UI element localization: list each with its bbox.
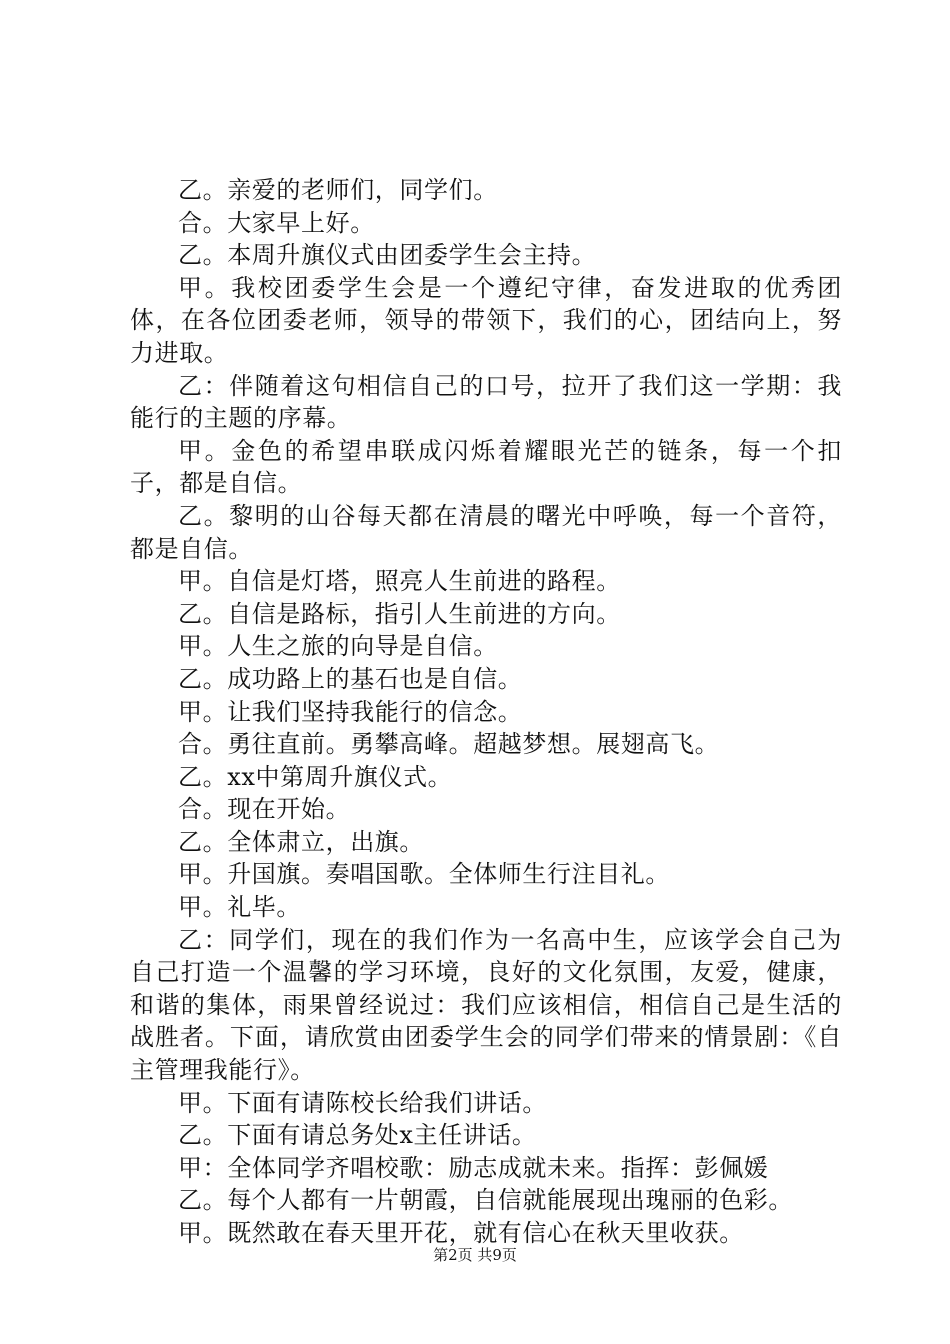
paragraph: 甲。升国旗。奏唱国歌。全体师生行注目礼。 bbox=[178, 860, 670, 889]
paragraph: 乙：同学们，现在的我们作为一名高中生，应该学会自己为自己打造一个温馨的学习环境，良好的文化氛围，友爱，健康，和谐的集体，雨果曾经说过：我们应该相信，相信自己是生活的战胜者。下面，请欣赏由团委学生会的同学们带来的情景剧：《自主管理我能行》。 bbox=[130, 925, 842, 1085]
paragraph: 甲。自信是灯塔，照亮人生前进的路程。 bbox=[178, 567, 621, 596]
paragraph: 甲：全体同学齐唱校歌：励志成就未来。指挥：彭佩媛 bbox=[178, 1153, 769, 1182]
paragraph: 合。现在开始。 bbox=[178, 795, 351, 824]
paragraph: 乙。成功路上的基石也是自信。 bbox=[178, 664, 523, 693]
paragraph: 甲。金色的希望串联成闪烁着耀眼光芒的链条，每一个扣子，都是自信。 bbox=[130, 436, 842, 498]
paragraph: 乙。本周升旗仪式由团委学生会主持。 bbox=[178, 241, 597, 270]
paragraph: 甲。下面有请陈校长给我们讲话。 bbox=[178, 1088, 547, 1117]
paragraph: 乙。每个人都有一片朝霞，自信就能展现出瑰丽的色彩。 bbox=[178, 1186, 793, 1215]
paragraph: 乙。全体肃立，出旗。 bbox=[178, 827, 424, 856]
paragraph: 乙。下面有请总务处x主任讲话。 bbox=[178, 1121, 537, 1150]
paragraph: 乙。亲爱的老师们，同学们。 bbox=[178, 176, 498, 204]
paragraph: 乙。黎明的山谷每天都在清晨的曙光中呼唤，每一个音符，都是自信。 bbox=[130, 501, 842, 563]
paragraph: 合。勇往直前。勇攀高峰。超越梦想。展翅高飞。 bbox=[178, 730, 720, 759]
paragraph: 甲。让我们坚持我能行的信念。 bbox=[178, 697, 523, 726]
paragraph: 甲。礼毕。 bbox=[178, 893, 301, 922]
paragraph: 乙。自信是路标，指引人生前进的方向。 bbox=[178, 599, 621, 628]
paragraph: 甲。人生之旅的向导是自信。 bbox=[178, 632, 498, 661]
paragraph: 乙。xx中第周升旗仪式。 bbox=[178, 762, 453, 791]
page-number-footer: 第2页 共9页 bbox=[433, 1246, 517, 1264]
paragraph: 甲。我校团委学生会是一个遵纪守律，奋发进取的优秀团体，在各位团委老师，领导的带领下，我们的心，团结向上，努力进取。 bbox=[130, 273, 842, 367]
paragraph: 甲。既然敢在春天里开花，就有信心在秋天里收获。 bbox=[178, 1219, 744, 1247]
paragraph: 乙：伴随着这句相信自己的口号，拉开了我们这一学期：我能行的主题的序幕。 bbox=[130, 371, 842, 433]
paragraph: 合。大家早上好。 bbox=[178, 208, 375, 237]
document-body bbox=[130, 174, 842, 1250]
